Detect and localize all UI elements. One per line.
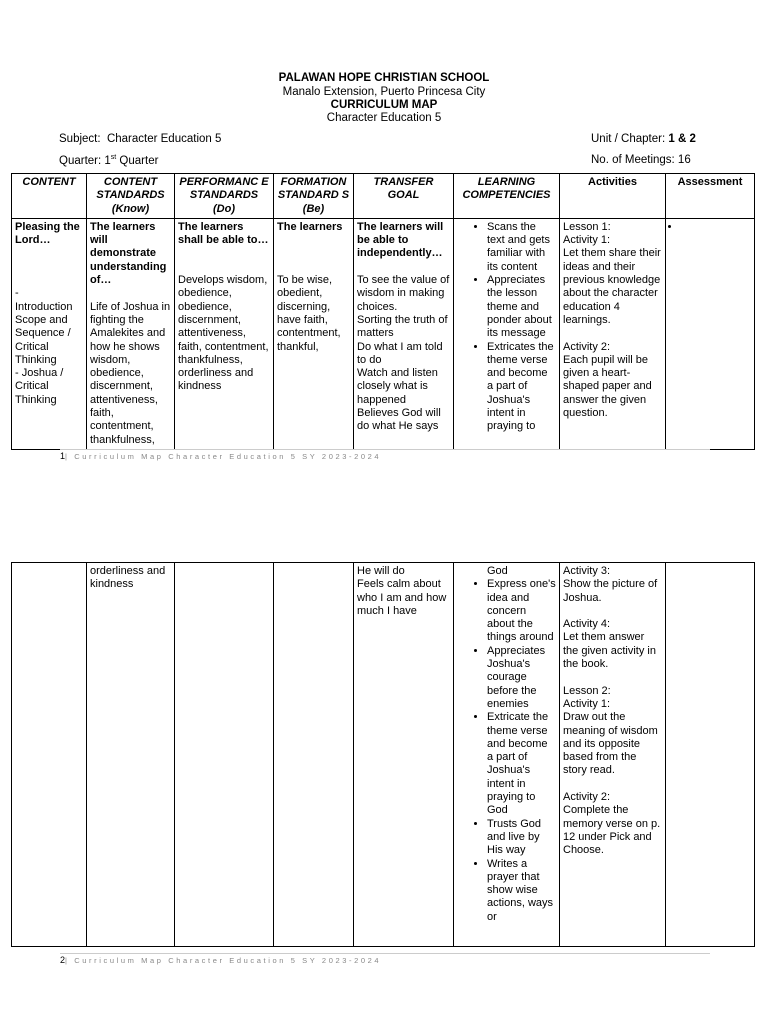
page-number: 1: [60, 451, 66, 461]
header-performance-standards: PERFORMANC E STANDARDS (Do): [175, 174, 274, 219]
tg-head: The learners will be able to independently…: [357, 220, 444, 260]
learning-competencies-cell: [454, 218, 560, 449]
activity-3-body: Show the picture of Joshua.: [563, 578, 658, 604]
ps-head: The learners shall be able to…: [178, 220, 269, 247]
activity-4-title: Activity 4:: [563, 618, 611, 631]
meetings: No. of Meetings: 16: [591, 154, 691, 166]
performance-standards-cell: [175, 218, 274, 449]
content-cell: [12, 563, 87, 947]
competency-continued: God: [487, 565, 508, 577]
school-address: Manalo Extension, Puerto Princesa City: [282, 86, 486, 98]
header-content: CONTENT: [12, 174, 87, 219]
fs-head: The learners: [277, 220, 343, 233]
document-subtitle: Character Education 5: [326, 112, 442, 124]
transfer-goal-cell: [354, 218, 454, 449]
subject-label: Subject:: [59, 133, 101, 145]
list-item: • Extricates the theme verse and become a part of Joshua's intent in praying to: [487, 341, 556, 434]
header-formation-standards: FORMATION STANDARD S (Be): [274, 174, 354, 219]
tg-body: To see the value of wisdom in making choices.: [357, 274, 450, 313]
activity-1-title: Activity 1:: [563, 234, 611, 247]
subject-line: [59, 133, 221, 145]
tg-body-2: Feels calm about who I am and how much I have: [357, 578, 447, 617]
ps-body: Develops wisdom, obedience, obedience, discernment, attentiveness, faith, contentment, thankfulness, orderliness and kindness: [178, 274, 269, 393]
assessment-cell: [666, 218, 755, 449]
school-name: PALAWAN HOPE CHRISTIAN SCHOOL: [278, 72, 490, 84]
content-standards-cell: [87, 218, 175, 449]
content-dash: -: [15, 287, 19, 300]
lesson-2-activity-2-title: Activity 2:: [563, 791, 611, 804]
competency-list: [457, 578, 556, 924]
tg-body-2: Sorting the truth of matters: [357, 313, 448, 340]
transfer-goal-cell: [354, 563, 454, 947]
formation-standards-cell: [274, 218, 354, 449]
assessment-cell: [666, 563, 755, 947]
footer-page-2: [60, 955, 381, 965]
list-item: • Writes a prayer that show wise actions, ways or: [487, 858, 556, 924]
activity-1-body: Let them share their ideas and their previous knowledge about the character education 4 learnings.: [563, 247, 661, 326]
subject-value: Character Education 5: [106, 133, 222, 145]
list-item: [681, 221, 751, 234]
header-content-standards: CONTENT STANDARDS (Know): [87, 174, 175, 219]
page-number: 2: [60, 955, 66, 965]
content-title: Pleasing the Lord…: [15, 220, 80, 247]
header-assessment: Assessment: [666, 174, 755, 219]
competency-list: [457, 221, 556, 434]
fs-body: To be wise, obedient, discerning, have faith, contentment, thankful,: [277, 274, 341, 353]
footer-text: | Curriculum Map Character Education 5 SY 2023-2024: [65, 956, 382, 965]
tg-body: He will do: [357, 565, 405, 577]
unit-value: 1 & 2: [668, 133, 696, 145]
formation-standards-cell: [274, 563, 354, 947]
quarter-line: [59, 154, 158, 167]
tg-body-4: Watch and listen closely what is happened: [357, 367, 438, 406]
content-body-2: - Joshua / Critical Thinking: [15, 367, 64, 406]
content-standards-cell: [87, 563, 175, 947]
footer-rule: [60, 953, 710, 954]
list-item: • Trusts God and live by His way: [487, 818, 556, 858]
list-item: • Extricate the theme verse and become a part of Joshua's intent in praying to God: [487, 711, 556, 817]
cs-body: Life of Joshua in fighting the Amalekites and how he shows wisdom, obedience, discernment, attentiveness, faith, contentment, thankfulness,: [90, 300, 171, 446]
learning-competencies-cell: [454, 563, 560, 947]
document-title: CURRICULUM MAP: [330, 99, 438, 111]
activities-cell: [560, 563, 666, 947]
footer-text: | Curriculum Map Character Education 5 SY 2023-2024: [65, 452, 382, 461]
content-body: Introduction Scope and Sequence / Critical Thinking: [15, 300, 73, 366]
tg-body-3: Do what I am told to do: [357, 340, 443, 366]
lesson-2-label: Lesson 2:: [563, 684, 611, 697]
curriculum-table-page-1: [11, 173, 755, 450]
header-activities: Activities: [560, 174, 666, 219]
activity-4-body: Let them answer the given activity in the book.: [563, 631, 656, 671]
lesson-2-activity-2-body: Complete the memory verse on p. 12 under Pick and Choose.: [563, 804, 661, 857]
header-transfer-goal: TRANSFER GOAL: [354, 174, 454, 219]
list-item: • Appreciates Joshua's courage before the enemies: [487, 645, 556, 711]
lesson-2-activity-1-body: Draw out the meaning of wisdom and its opposite based from the story read.: [563, 711, 658, 777]
cs-body: orderliness and kindness: [90, 565, 166, 591]
list-item: • Scans the text and gets familiar with its content: [487, 221, 556, 274]
header-learning-competencies: LEARNING COMPETENCIES: [454, 174, 560, 219]
activities-cell: [560, 218, 666, 449]
curriculum-table-page-2: [11, 562, 755, 947]
footer-rule: [60, 449, 710, 450]
lesson-2-activity-1-title: Activity 1:: [563, 697, 611, 710]
quarter-sup: st: [110, 154, 117, 161]
cs-head: The learners will demonstrate understanding of…: [90, 220, 167, 287]
unit-line: [591, 133, 696, 145]
performance-standards-cell: [175, 563, 274, 947]
activity-2-body: Each pupil will be given a heart-shaped paper and answer the given question.: [563, 353, 652, 420]
list-item: • Appreciates the lesson theme and ponder about its message: [487, 274, 556, 340]
quarter-rest: Quarter: [116, 154, 159, 167]
content-cell: [12, 218, 87, 449]
assessment-list: [669, 221, 751, 234]
list-item: • Express one's idea and concern about the things around: [487, 578, 556, 644]
quarter-label: Quarter: 1: [59, 154, 111, 167]
lesson-1-label: Lesson 1:: [563, 220, 611, 233]
footer-page-1: [60, 451, 381, 461]
tg-body-5: Believes God will do what He says: [357, 407, 441, 433]
unit-label: Unit / Chapter:: [591, 133, 666, 145]
activity-3-title: Activity 3:: [563, 565, 611, 577]
activity-2-title: Activity 2:: [563, 340, 611, 353]
